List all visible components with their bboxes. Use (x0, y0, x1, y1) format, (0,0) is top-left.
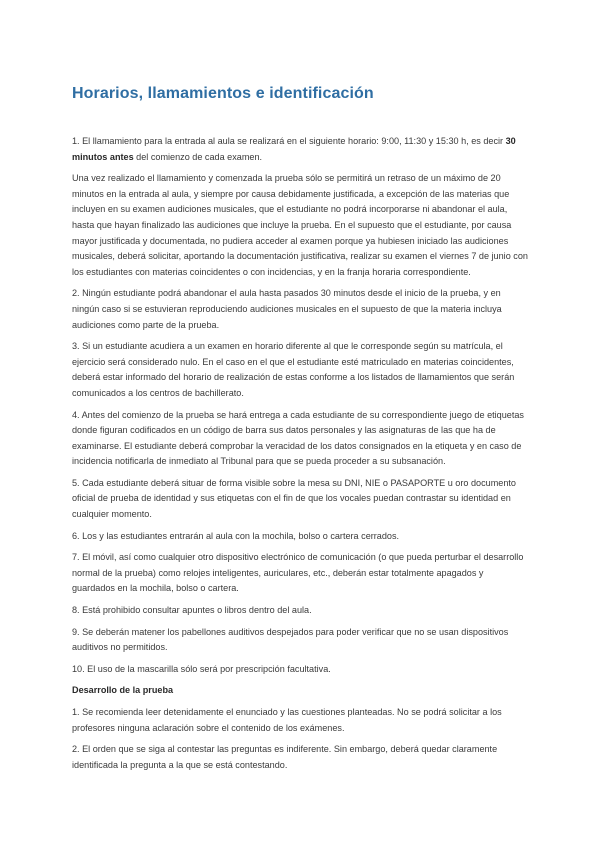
paragraph-rule-7: 7. El móvil, así como cualquier otro dispositivo electrónico de comunicación (o que pueda perturbar el desarrollo normal de la prueba) como relojes inteligentes, auriculares, etc., deberán estar totalmente apagados y guardados en la mochila, bolso o cartera. (72, 552, 524, 594)
paragraph-rule-9: 9. Se deberán matener los pabellones auditivos despejados para poder verificar que no se usan dispositivos auditivos no permitidos. (72, 626, 509, 653)
paragraph-rule-2: 2. Ningún estudiante podrá abandonar el aula hasta pasados 30 minutos desde el inicio de la prueba, y en ningún caso si se estuvieran reproduciendo audiciones musicales en el supuesto de que la materia incluya audiciones como parte de la prueba. (72, 288, 502, 330)
call-times-text: 1. El llamamiento para la entrada al aula se realizará en el siguiente horario: 9:00, 11:30 y 15:30 h, es decir (72, 136, 506, 146)
section-title: Horarios, llamamientos e identificación (72, 85, 374, 102)
call-times-text-end: del comienzo de cada examen. (133, 151, 263, 162)
paragraph-rule-3: 3. Si un estudiante acudiera a un examen en horario diferente al que le corresponde según su matrícula, el ejercicio será considerado nulo. En el caso en el que el estudiante esté matriculado en materias coincidentes, deberá estar informado del horario de realización de estas conforme a los listados de llamamientos que serán comunicados a los centros de bachillerato. (72, 341, 515, 398)
paragraph-rule-6: 6. Los y las estudiantes entrarán al aula con la mochila, bolso o cartera cerrados. (72, 530, 400, 541)
paragraph-dev-1: 1. Se recomienda leer detenidamente el enunciado y las cuestiones planteadas. No se podrá solicitar a los profesores ninguna aclaración sobre el contenido de los exámenes. (72, 707, 502, 733)
paragraph-rule-10: 10. El uso de la mascarilla sólo será por prescripción facultativa. (72, 663, 331, 674)
call-times-bold: 30 minutos antes (72, 136, 516, 162)
paragraph-rule-8: 8. Está prohibido consultar apuntes o libros dentro del aula. (72, 605, 312, 616)
paragraph-rule-5: 5. Cada estudiante deberá situar de forma visible sobre la mesa su DNI, NIE o PASAPORTE u oro documento oficial de prueba de identidad y sus etiquetas con el fin de que los vocales puedan contrastar su identidad en cualquier momento. (72, 477, 516, 520)
section-heading-development: Desarrollo de la prueba (72, 685, 174, 696)
paragraph-rule-4: 4. Antes del comienzo de la prueba se hará entrega a cada estudiante de su correspondiente juego de etiquetas donde figuran codificados en un código de barra sus datos personales y las asignaturas de las que ha de examinarse. El estudiante deberá comprobar la veracidad de los datos consignados en la etiqueta y en caso de incidencia notificarla de inmediato al Tribunal para que se pueda proceder a su subsanación. (72, 409, 524, 467)
paragraph-late-entry: Una vez realizado el llamamiento y comenzada la prueba sólo se permitirá un retraso de un máximo de 20 minutos en la entrada al aula, y siempre por causa debidamente justificada, a excepción de las materias que incluyen en su examen audiciones musicales, que el estudiante no podrá incorporarse ni abandonar el aula, hasta que hayan finalizado las audiciones que incluye la prueba. En el supuesto que el estudiante, por causa mayor justificada y documentada, no pudiera acceder al examen porque ya hubiesen iniciado las audiciones musicales, deberá solicitar, aportando la documentación justificativa, realizar su examen el viernes 7 de junio con los estudiantes con materias coincidentes o con incidencias, y en la franja horaria correspondiente. (72, 173, 528, 277)
paragraph-call-times (72, 134, 528, 165)
paragraph-dev-2: 2. El orden que se siga al contestar las preguntas es indiferente. Sin embargo, deberá quedar claramente identificada la pregunta a la que se está contestando. (72, 744, 498, 770)
